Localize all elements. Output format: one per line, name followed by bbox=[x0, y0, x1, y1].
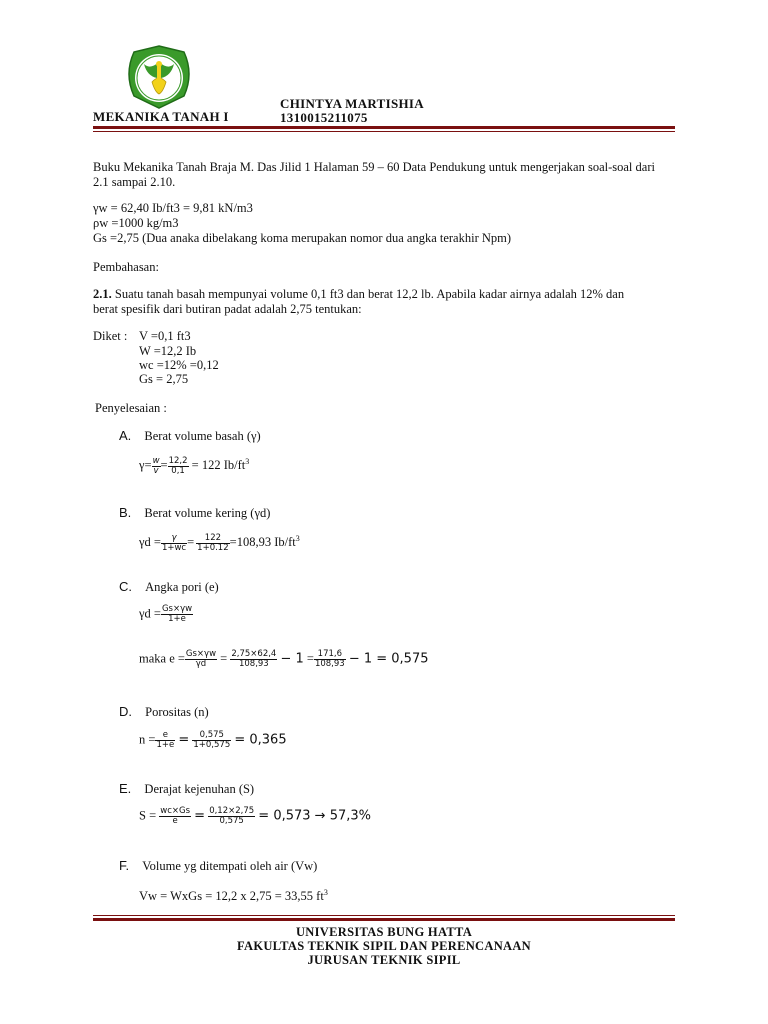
intro-line-1: Buku Mekanika Tanah Braja M. Das Jilid 1 Halaman 59 – 60 Data Pendukung untuk mengerjakan soal-soal dari bbox=[93, 160, 655, 174]
section-a-title: Berat volume basah (γ) bbox=[144, 429, 261, 443]
problem-line-1 bbox=[93, 287, 624, 302]
formula-a-frac-1: $\frac{w}{v}$ bbox=[152, 455, 160, 476]
formula-d-lhs: n = bbox=[139, 732, 156, 747]
density-water: ρw =1000 kg/m3 bbox=[93, 216, 179, 230]
formula-a-lhs: γ= bbox=[139, 458, 152, 473]
formula-c1-lhs: γd = bbox=[139, 606, 161, 621]
formula-c-1 bbox=[139, 605, 193, 624]
section-d-title: Porositas (n) bbox=[145, 705, 209, 719]
course-title: MEKANIKA TANAH I bbox=[93, 109, 229, 124]
section-f-letter: F. bbox=[119, 858, 130, 873]
formula-a-frac-2: $\frac{12,2}{0,1}$ bbox=[168, 455, 188, 476]
formula-b-frac-1: $\frac{\gamma}{1+wc}$ bbox=[161, 532, 187, 553]
header-rule-thin bbox=[93, 131, 675, 132]
formula-e: S = $\frac{wc\times Gs}{e}$ = $\frac{0,12\times 2,75}{0,575}$ = 0,573 → 57,3% bbox=[139, 806, 371, 826]
formula-c2-frac-2: $\frac{2,75\times 62,4}{108,93}$ bbox=[231, 649, 277, 669]
formula-f-equation: Vw = WxGs = 12,2 x 2,75 = 33,55 ft bbox=[139, 889, 324, 904]
section-a-heading bbox=[119, 428, 261, 444]
student-npm: 1310015211075 bbox=[280, 110, 368, 125]
penyelesaian-heading: Penyelesaian : bbox=[95, 401, 167, 415]
section-c-letter: C. bbox=[119, 579, 132, 594]
formula-e-result: = 0,573 → 57,3% bbox=[258, 808, 371, 824]
formula-e-lhs: S = bbox=[139, 808, 157, 823]
section-e-title: Derajat kejenuhan (S) bbox=[144, 782, 255, 796]
section-c-title: Angka pori (e) bbox=[145, 580, 219, 594]
pembahasan-heading: Pembahasan: bbox=[93, 260, 159, 274]
header-rule-thick bbox=[93, 126, 675, 129]
formula-c2-frac-3: $\frac{171,6}{108,93}$ bbox=[314, 649, 345, 669]
section-a-letter: A. bbox=[119, 428, 132, 443]
specific-gravity: Gs =2,75 (Dua anaka dibelakang koma merupakan nomor dua angka terakhir Npm) bbox=[93, 231, 512, 245]
formula-a-result: = 122 Ib/ft bbox=[191, 458, 246, 473]
unit-weight-water: γw = 62,40 Ib/ft3 = 9,81 kN/m3 bbox=[93, 201, 253, 215]
footer-faculty: FAKULTAS TEKNIK SIPIL DAN PERENCANAAN bbox=[236, 939, 532, 953]
diket-water-content: wc =12% =0,12 bbox=[139, 358, 219, 372]
formula-b: γd = $\frac{\gamma}{1+wc}$ = $\frac{122}{1+0.12}$ =108,93 $Ib/ft^3$ bbox=[139, 532, 300, 553]
section-d-heading bbox=[119, 704, 209, 720]
problem-line-2: berat spesifik dari butiran padat adalah 2,75 tentukan: bbox=[93, 302, 362, 316]
problem-number: 2.1. bbox=[93, 287, 112, 301]
formula-b-result: =108,93 Ib/ft bbox=[229, 535, 296, 550]
university-logo bbox=[122, 44, 196, 110]
formula-f: Vw = WxGs = 12,2 x 2,75 = 33,55 $ft^3$ bbox=[139, 888, 328, 904]
section-b-heading bbox=[119, 505, 270, 521]
section-f-heading bbox=[119, 858, 317, 874]
formula-d-frac-1: $\frac{e}{1+e}$ bbox=[156, 730, 175, 750]
formula-e-frac-2: $\frac{0,12\times 2,75}{0,575}$ bbox=[209, 806, 255, 826]
formula-d: n = $\frac{e}{1+e}$ = $\frac{0,575}{1+0,575}$ = 0,365 bbox=[139, 730, 287, 750]
diket-label: Diket : bbox=[93, 329, 128, 343]
student-name: CHINTYA MARTISHIA bbox=[280, 96, 424, 111]
section-e-letter: E. bbox=[119, 781, 132, 796]
section-c-heading bbox=[119, 579, 219, 595]
diket-gs: Gs = 2,75 bbox=[139, 372, 189, 386]
formula-c1-frac: $\frac{Gs\times\gamma w}{1+e}$ bbox=[161, 604, 193, 624]
footer-department: JURUSAN TEKNIK SIPIL bbox=[307, 953, 461, 967]
formula-d-frac-2: $\frac{0,575}{1+0,575}$ bbox=[193, 730, 231, 750]
formula-e-frac-1: $\frac{wc\times Gs}{e}$ bbox=[160, 806, 191, 826]
formula-b-lhs: γd = bbox=[139, 535, 161, 550]
footer-rule-thin bbox=[93, 915, 675, 916]
formula-c2-frac-1: $\frac{Gs\times\gamma w}{\gamma d}$ bbox=[185, 649, 217, 669]
diket-volume: V =0,1 ft3 bbox=[139, 329, 191, 343]
section-b-letter: B. bbox=[119, 505, 132, 520]
intro-line-2: 2.1 sampai 2.10. bbox=[93, 175, 176, 189]
formula-c-2: maka e = $\frac{Gs\times\gamma w}{\gamma d}$ = $\frac{2,75\times 62,4}{108,93}$ − 1 = $\frac{171,6}{108,93}$ − 1 = 0,575 bbox=[139, 649, 429, 669]
problem-text-1: Suatu tanah basah mempunyai volume 0,1 ft3 dan berat 12,2 lb. Apabila kadar airnya adalah 12% dan bbox=[111, 287, 625, 301]
formula-c2-minus: − 1 bbox=[280, 651, 304, 667]
footer-university: UNIVERSITAS BUNG HATTA bbox=[295, 925, 473, 939]
section-b-title: Berat volume kering (γd) bbox=[144, 506, 271, 520]
formula-c2-result: − 1 = 0,575 bbox=[348, 651, 429, 667]
footer-rule-thick bbox=[93, 918, 675, 921]
section-d-letter: D. bbox=[119, 704, 132, 719]
formula-c2-lhs: maka e = bbox=[139, 651, 185, 666]
section-e-heading bbox=[119, 781, 254, 797]
formula-b-frac-2: $\frac{122}{1+0.12}$ bbox=[197, 532, 229, 553]
section-f-title: Volume yg ditempati oleh air (Vw) bbox=[142, 859, 318, 873]
formula-a: γ= $\frac{w}{v}$ = $\frac{12,2}{0,1}$ = 122 $Ib/ft^3$ bbox=[139, 455, 250, 476]
diket-weight: W =12,2 Ib bbox=[139, 344, 197, 358]
formula-d-result: = 0,365 bbox=[234, 732, 287, 748]
